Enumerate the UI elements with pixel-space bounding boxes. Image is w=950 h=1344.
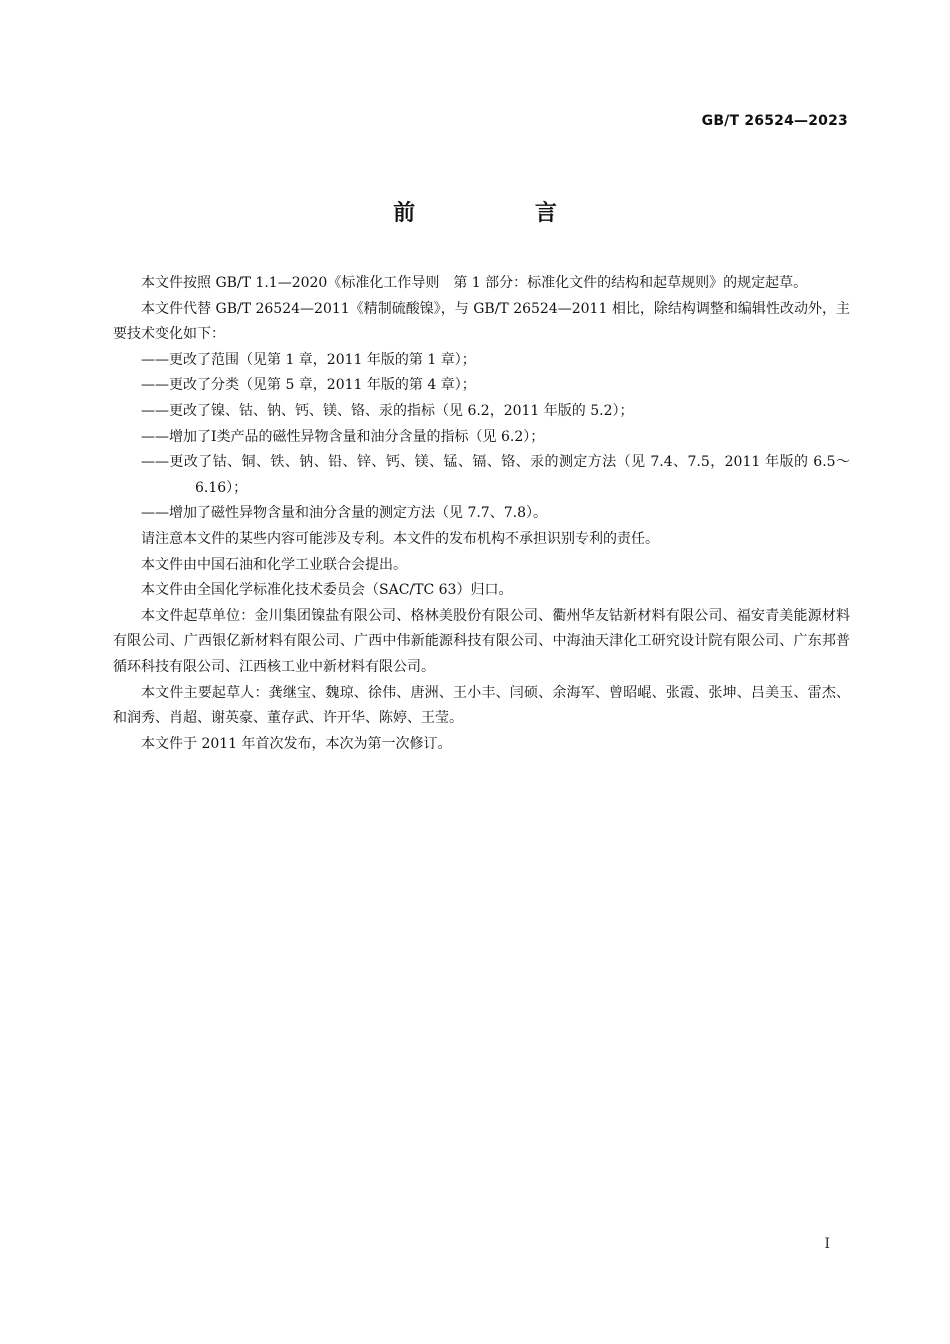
change-item: ——增加了Ⅰ类产品的磁性异物含量和油分含量的指标（见 6.2）； [141, 428, 545, 445]
paragraph-committee: 本文件由全国化学标准化技术委员会（SAC/TC 63）归口。 [141, 582, 513, 599]
paragraph-replacement: 本文件代替 GB/T 26524—2011《精制硫酸镍》，与 GB/T 26524—2011 相比，除结构调整和编辑性改动外，主要技术变化如下： [113, 300, 850, 343]
page-number: I [824, 1236, 830, 1252]
change-item: ——更改了范围（见第 1 章，2011 年版的第 1 章）； [141, 351, 476, 368]
standard-number: GB/T 26524—2023 [701, 113, 848, 129]
page-title: 前 言 [393, 201, 613, 226]
paragraph-proposer: 本文件由中国石油和化学工业联合会提出。 [141, 556, 407, 573]
paragraph-drafters: 本文件主要起草人：龚继宝、魏琼、徐伟、唐洲、王小丰、闫硕、余海军、曾昭崐、张霞、张坤、吕美玉、雷杰、和润秀、肖超、谢英豪、董存武、许开华、陈婷、王莹。 [113, 684, 850, 727]
paragraph-patent-notice: 请注意本文件的某些内容可能涉及专利。本文件的发布机构不承担识别专利的责任。 [141, 530, 659, 547]
paragraph-history: 本文件于 2011 年首次发布，本次为第一次修订。 [141, 735, 452, 752]
change-item: ——更改了镍、钴、钠、钙、镁、铬、汞的指标（见 6.2，2011 年版的 5.2）； [141, 402, 634, 419]
change-item: ——增加了磁性异物含量和油分含量的测定方法（见 7.7、7.8）。 [141, 505, 547, 522]
change-item: ——更改了分类（见第 5 章，2011 年版的第 4 章）； [141, 377, 476, 394]
foreword-body [113, 271, 850, 757]
paragraph-drafting-units: 本文件起草单位：金川集团镍盐有限公司、格林美股份有限公司、衢州华友钴新材料有限公司、福安青美能源材料有限公司、广西银亿新材料有限公司、广西中伟新能源科技有限公司、中海油天津化工研究设计院有限公司、广东邦普循环科技有限公司、江西核工业中新材料有限公司。 [113, 607, 850, 675]
paragraph-drafting-rules: 本文件按照 GB/T 1.1—2020《标准化工作导则 第 1 部分：标准化文件的结构和起草规则》的规定起草。 [141, 275, 808, 291]
change-item: ——更改了钴、铜、铁、钠、铅、锌、钙、镁、锰、镉、铬、汞的测定方法（见 7.4、7.5，2011 年版的 6.5～6.16）； [141, 454, 850, 496]
